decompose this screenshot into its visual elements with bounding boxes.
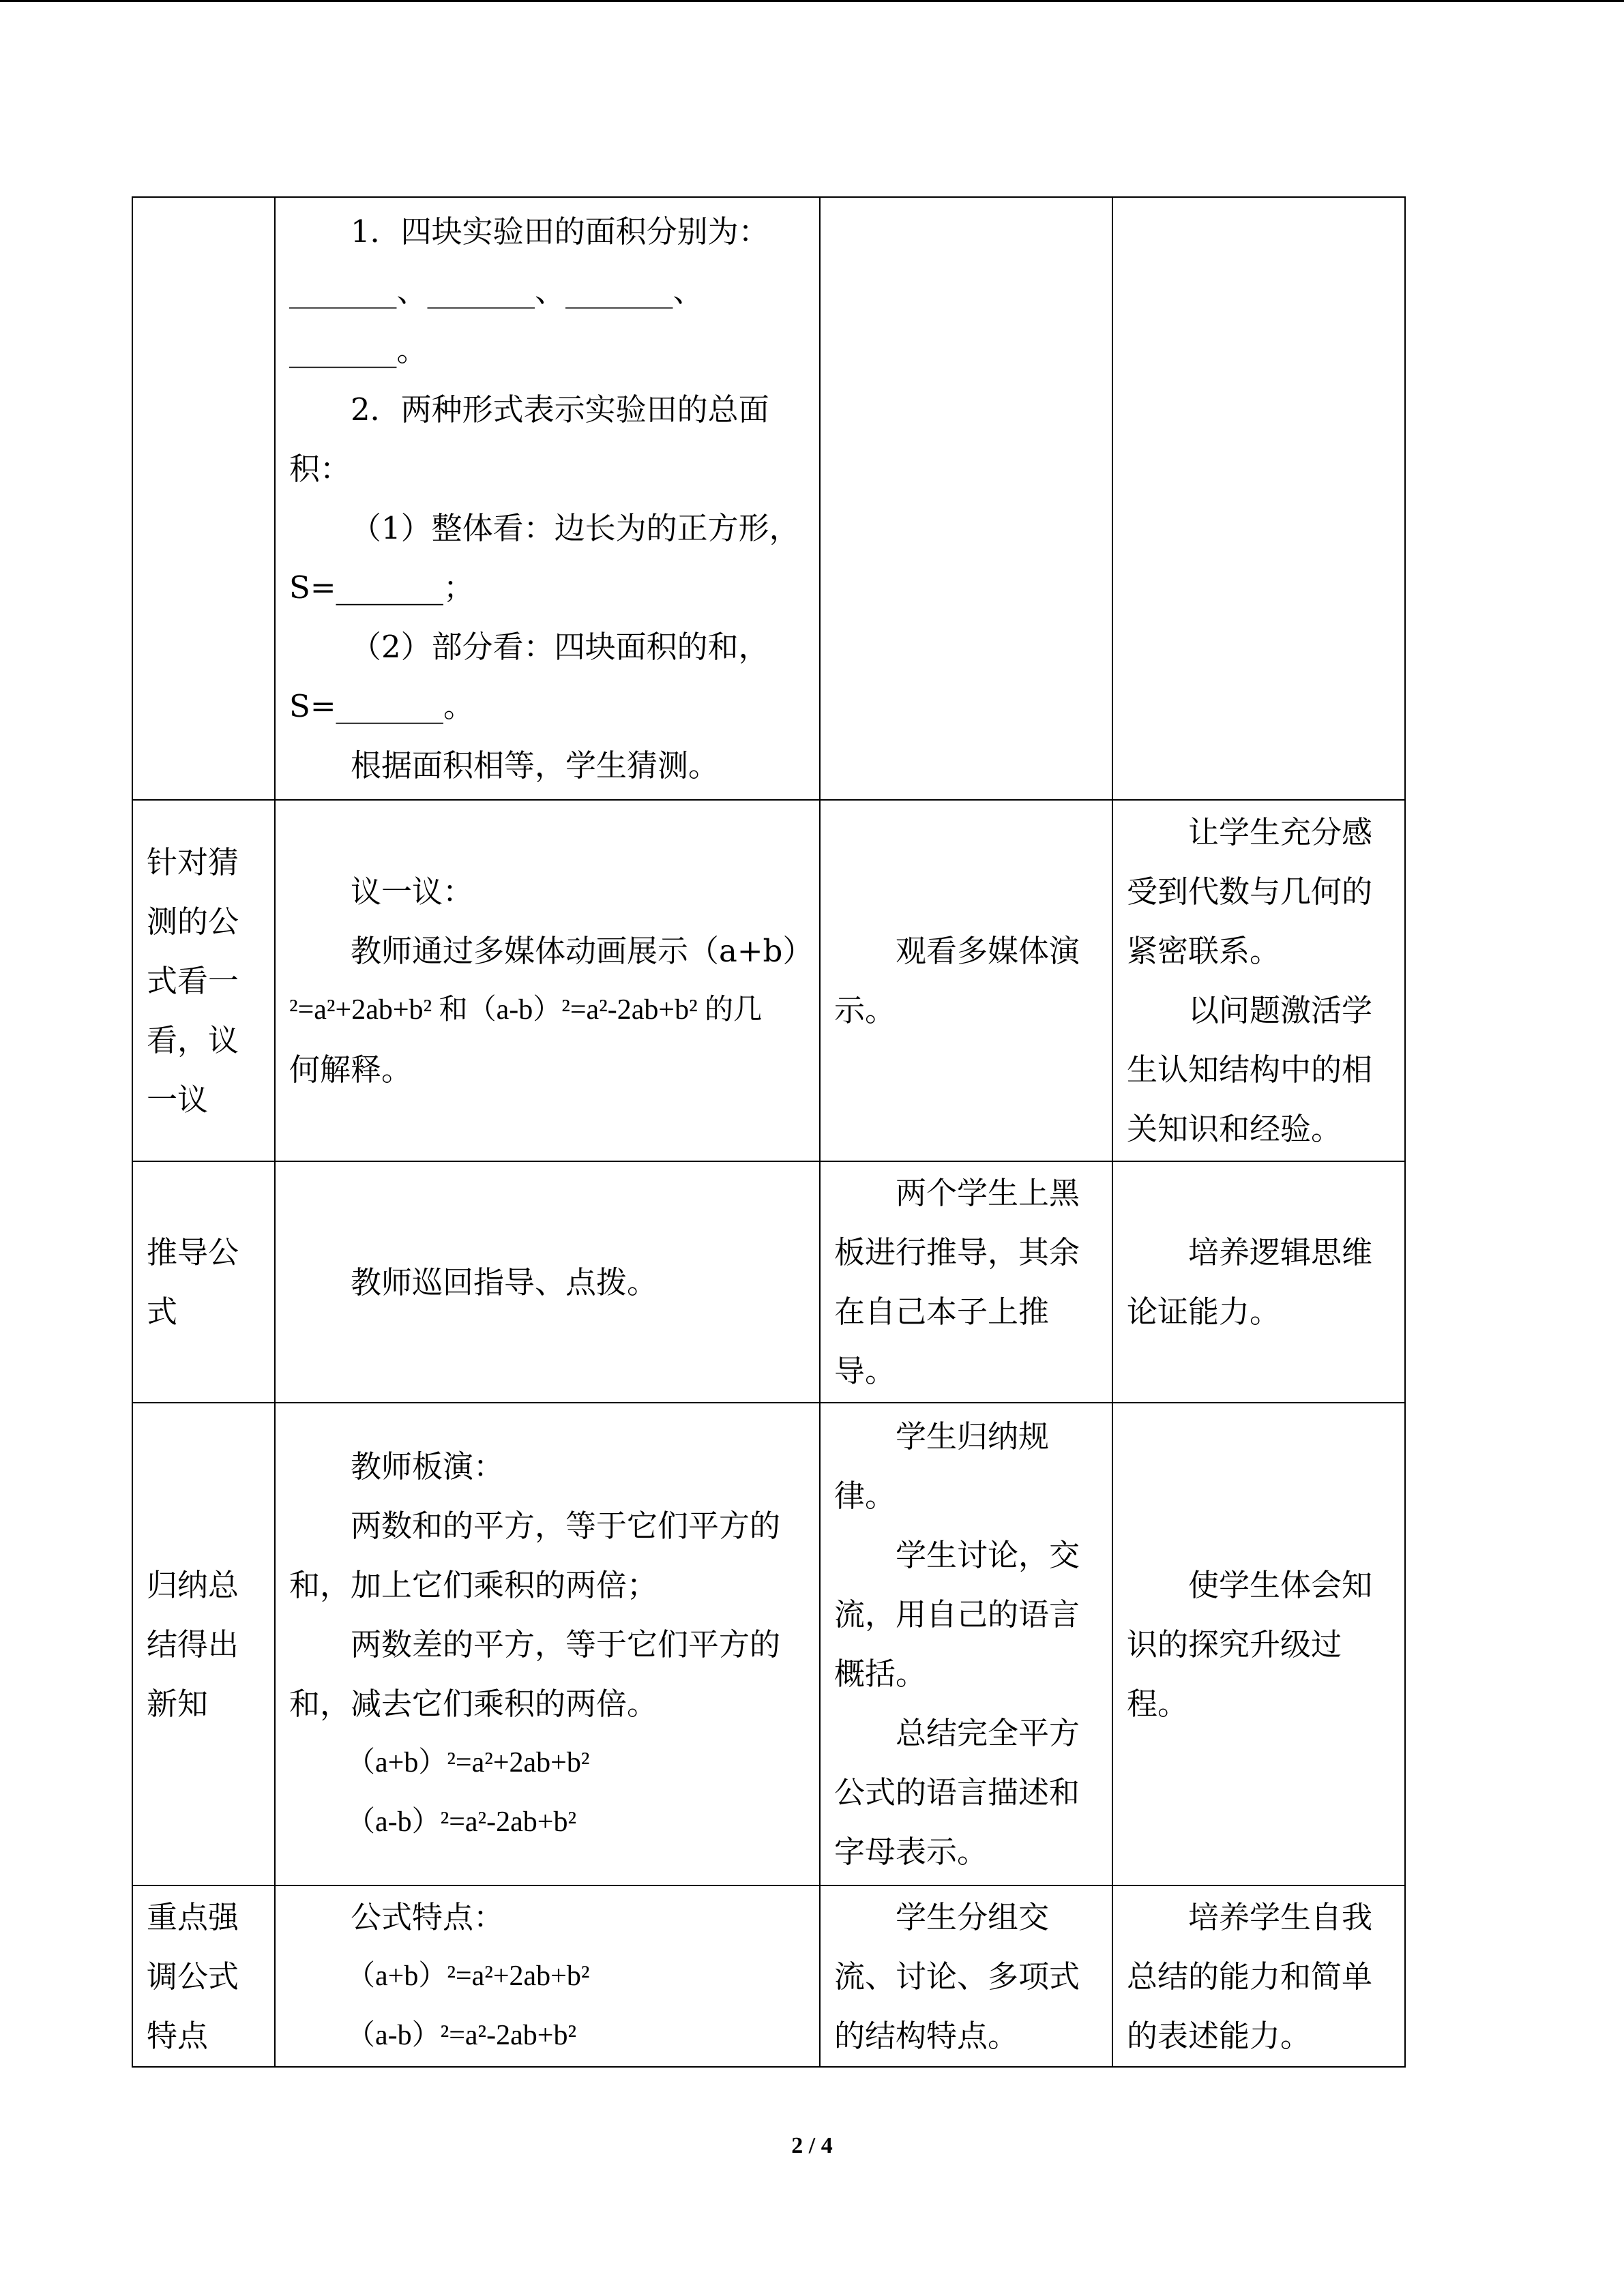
student-cell: 学生归纳规 律。 学生讨论，交 流，用自己的语言 概括。 总结完全平方 公式的语言描述和 字母表示。 bbox=[820, 1403, 1112, 1885]
table-row-discussion bbox=[132, 800, 1405, 1161]
stage-cell: 针对猜测的公式看一看，议一议 bbox=[132, 800, 275, 1161]
activity-cell: 1．四块实验田的面积分别为： _______、_______、_______、 _______。 2．两种形式表示实验田的总面 积： （1）整体看：边长为的正方形， S=_______； （2）部分看：四块面积的和， S=_______。 根据面积相等，学生猜测。 bbox=[275, 197, 820, 800]
activity-cell: 教师板演： 两数和的平方，等于它们平方的 和，加上它们乘积的两倍； 两数差的平方，等于它们平方的 和，减去它们乘积的两倍。 （a+b）²=a²+2ab+b² （a-b）²=a²-2ab+b² bbox=[275, 1403, 820, 1885]
stage-cell: 重点强调公式特点 bbox=[132, 1885, 275, 2067]
table-row-derive bbox=[132, 1161, 1405, 1403]
page-number: 2 / 4 bbox=[791, 2133, 833, 2158]
activity-cell: 公式特点： （a+b）²=a²+2ab+b² （a-b）²=a²-2ab+b² bbox=[275, 1885, 820, 2067]
activity-cell: 议一议： 教师通过多媒体动画展示（a+b） ²=a²+2ab+b² 和（a-b）²=a²-2ab+b² 的几 何解释。 bbox=[275, 800, 820, 1161]
table-row-activity bbox=[132, 197, 1405, 800]
student-cell bbox=[820, 197, 1112, 800]
student-cell: 观看多媒体演 示。 bbox=[820, 800, 1112, 1161]
top-border-line bbox=[0, 0, 1624, 2]
student-cell: 学生分组交 流、讨论、多项式 的结构特点。 bbox=[820, 1885, 1112, 2067]
design-cell: 让学生充分感 受到代数与几何的 紧密联系。 以问题激活学 生认知结构中的相 关知识和经验。 bbox=[1112, 800, 1405, 1161]
design-cell: 培养学生自我 总结的能力和简单 的表述能力。 bbox=[1112, 1885, 1405, 2067]
design-cell: 使学生体会知 识的探究升级过 程。 bbox=[1112, 1403, 1405, 1885]
design-cell: 培养逻辑思维 论证能力。 bbox=[1112, 1161, 1405, 1403]
stage-cell bbox=[132, 197, 275, 800]
design-cell bbox=[1112, 197, 1405, 800]
table-row-features bbox=[132, 1885, 1405, 2067]
stage-cell: 推导公式 bbox=[132, 1161, 275, 1403]
student-cell: 两个学生上黑 板进行推导，其余 在自己本子上推 导。 bbox=[820, 1161, 1112, 1403]
activity-cell: 教师巡回指导、点拨。 bbox=[275, 1161, 820, 1403]
stage-cell: 归纳总结得出新知 bbox=[132, 1403, 275, 1885]
table-row-summary bbox=[132, 1403, 1405, 1885]
lesson-plan-table bbox=[132, 196, 1406, 2068]
